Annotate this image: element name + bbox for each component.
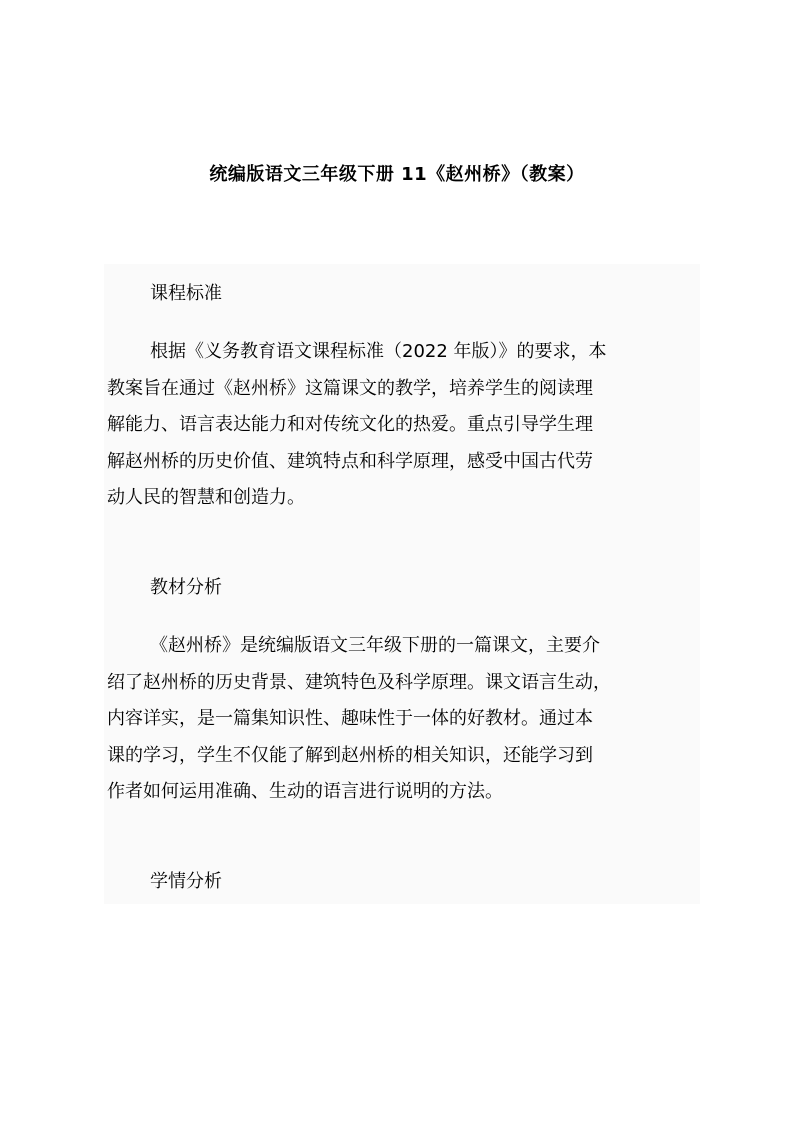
paragraph-line: 作者如何运用准确、生动的语言进行说明的方法。: [107, 781, 503, 802]
page-title: 统编版语文三年级下册 11《赵州桥》（教案）: [209, 164, 585, 185]
paragraph-line: 内容详实，是一篇集知识性、趣味性于一体的好教材。通过本: [107, 708, 593, 729]
section-heading-learner-analysis: 学情分析: [150, 871, 222, 892]
paragraph-line: 教案旨在通过《赵州桥》这篇课文的教学，培养学生的阅读理: [107, 377, 593, 399]
paragraph-line: 课的学习，学生不仅能了解到赵州桥的相关知识，还能学习到: [107, 744, 593, 766]
paragraph-line: 解能力、语言表达能力和对传统文化的热爱。重点引导学生理: [107, 414, 593, 435]
section-heading-textbook-analysis: 教材分析: [150, 577, 222, 598]
paragraph-line: 动人民的智慧和创造力。: [107, 487, 305, 508]
section-heading-curriculum-standard: 课程标准: [150, 283, 222, 304]
paragraph-line: 根据《义务教育语文课程标准（2022 年版）》的要求，本: [150, 341, 607, 362]
paragraph-line: 绍了赵州桥的历史背景、建筑特色及科学原理。课文语言生动，: [107, 671, 611, 693]
paragraph-curriculum-standard: [107, 334, 607, 517]
paragraph-line: 解赵州桥的历史价值、建筑特点和科学原理，感受中国古代劳: [107, 450, 593, 472]
paragraph-textbook-analysis: [107, 628, 611, 811]
paragraph-line: 《赵州桥》是统编版语文三年级下册的一篇课文，主要介: [150, 635, 600, 656]
